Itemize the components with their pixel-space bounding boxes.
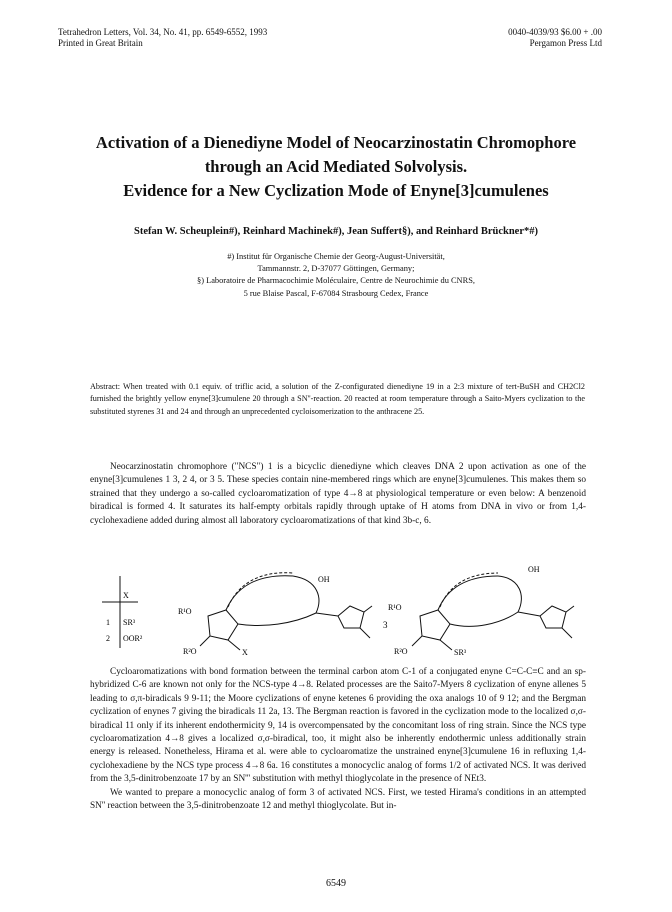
structure-a [200, 573, 372, 650]
affiliation-line: 5 rue Blaise Pascal, F-67084 Strasbourg Cedex, France [243, 288, 429, 298]
affiliations [0, 251, 672, 300]
struct-b-r2o: R²O [394, 647, 408, 656]
struct-a-x: X [242, 648, 248, 657]
affiliation-line: §) Laboratoire de Pharmacochimie Moléculaire, Centre de Neurochimie du CNRS, [197, 276, 475, 286]
substituent-table [102, 576, 143, 648]
article-code: 0040-4039/93 $6.00 + .00 [508, 27, 602, 37]
compound-number: 3 [383, 620, 388, 630]
journal-citation: Tetrahedron Letters, Vol. 34, No. 41, pp. 6549-6552, 1993 [58, 27, 268, 37]
struct-a-r2o: R²O [183, 647, 197, 656]
page-number: 6549 [326, 878, 346, 889]
struct-a-oh: OH [318, 575, 330, 584]
body-paragraph-2 [90, 666, 586, 813]
publisher: Pergamon Press Ltd [529, 38, 602, 48]
title-line-1: Activation of a Dienediyne Model of Neocarzinostatin Chromophore [95, 133, 577, 152]
body-paragraph-1 [90, 461, 586, 528]
affiliation-line: #) Institut für Organische Chemie der Georg-August-Universität, [227, 252, 445, 261]
title-line-3: Evidence for a New Cyclization Mode of Enyne[3]cumulenes [123, 181, 549, 200]
printed-location: Printed in Great Britain [58, 38, 143, 48]
struct-b-sr3: SR³ [454, 648, 467, 657]
author-list: Stefan W. Scheuplein#), Reinhard Machinek#), Jean Suffert§), and Reinhard Brückner*#) [134, 226, 538, 237]
struct-b-oh: OH [528, 565, 540, 574]
chemical-scheme [88, 558, 588, 660]
label-oor2: OOR² [123, 634, 143, 643]
structure-b [412, 573, 574, 650]
label-sr3: SR³ [123, 618, 136, 627]
paragraph-text: We wanted to prepare a monocyclic analog of form 3 of activated NCS. First, we tested Hirama's conditions in an attempted SN'' reaction between the 3,5-dinitrobenzoate 12 and methyl thioglycolate. But in- [90, 787, 586, 812]
title-line-2: through an Acid Mediated Solvolysis. [204, 157, 468, 176]
paragraph-text: Neocarzinostatin chromophore ("NCS") 1 is a bicyclic dienediyne which cleaves DNA 2 upon activation as one of the enyne[3]cumulenes 1 3, 2 4, or 3 5. These species contain nine-membered rings which are enyne[3]cumulenes. This makes them so strained that they undergo a so-called cycloaromatization of type 4→8 at physiological temperature or even below: A benzenoid biradical is formed 4. It saturates its half-empty orbitals rapidly through uptake of H atoms from DNA in vivo or from 1,4-cyclohexadiene added during almost all laboratory cycloaromatizations of that kind 3b-c, 6. [90, 462, 586, 526]
label-2: 2 [106, 634, 110, 643]
paper-title [0, 131, 672, 203]
label-x: X [123, 591, 129, 600]
label-1: 1 [106, 618, 110, 627]
abstract: Abstract: When treated with 0.1 equiv. of triflic acid, a solution of the Z-configurated dienediyne 19 in a 2:3 mixture of tert-BuSH and CH2Cl2 furnished the brightly yellow enyne[3]cumulene 20 through a SN''-reaction. 20 reacted at room temperature through a Saito-Myers cyclization to the substituted styrenes 31 and 24 and through an unprecedented cycloisomerization to the anthracene 25. [90, 382, 585, 416]
struct-b-r1o: R¹O [388, 603, 402, 612]
struct-a-r1o: R¹O [178, 607, 192, 616]
affiliation-line: Tammannstr. 2, D-37077 Göttingen, Germany; [257, 264, 415, 274]
paragraph-text: Cycloaromatizations with bond formation between the terminal carbon atom C-1 of a conjugated enyne C=C-C≡C and an sp-hybridized C-6 are known not only for the NCS-type 4→8. Related processes are the Saito7-Myers 8 cyclization of enyne allenes 5 leading to σ,π-biradicals 9 9-11; the Moore cyclizations of enyne ketenes 6 providing the oxa analogs 10 of 9 12; and the Bergman cyclization of enynes 7 giving the biradicals 11 2a, 13. The Bergman reaction is favored in the cyclization mode to the localized σ,σ-biradical 11 only if its inherent endothermicity 9, 14 is overcompensated by the concomitant loss of ring strain. Since the NCS type cycloaromatization 4→8 gives a localized σ,σ-biradical, too, it might also be inherently endothermic unless additionally strain energy is released. Nonetheless, Hirama et al. were able to cycloaromatize the unstrained enyne[3]cumulene 16 in refluxing 1,4-cyclohexadiene by the NCS type process 4→8 6a. 16 constitutes a monocyclic analog of forms 1/2 of activated NCS. It was derived from the 3,5-dinitrobenzoate 17 by an SN''' substitution with methyl thioglycolate in the presence of NEt3. [90, 667, 586, 785]
